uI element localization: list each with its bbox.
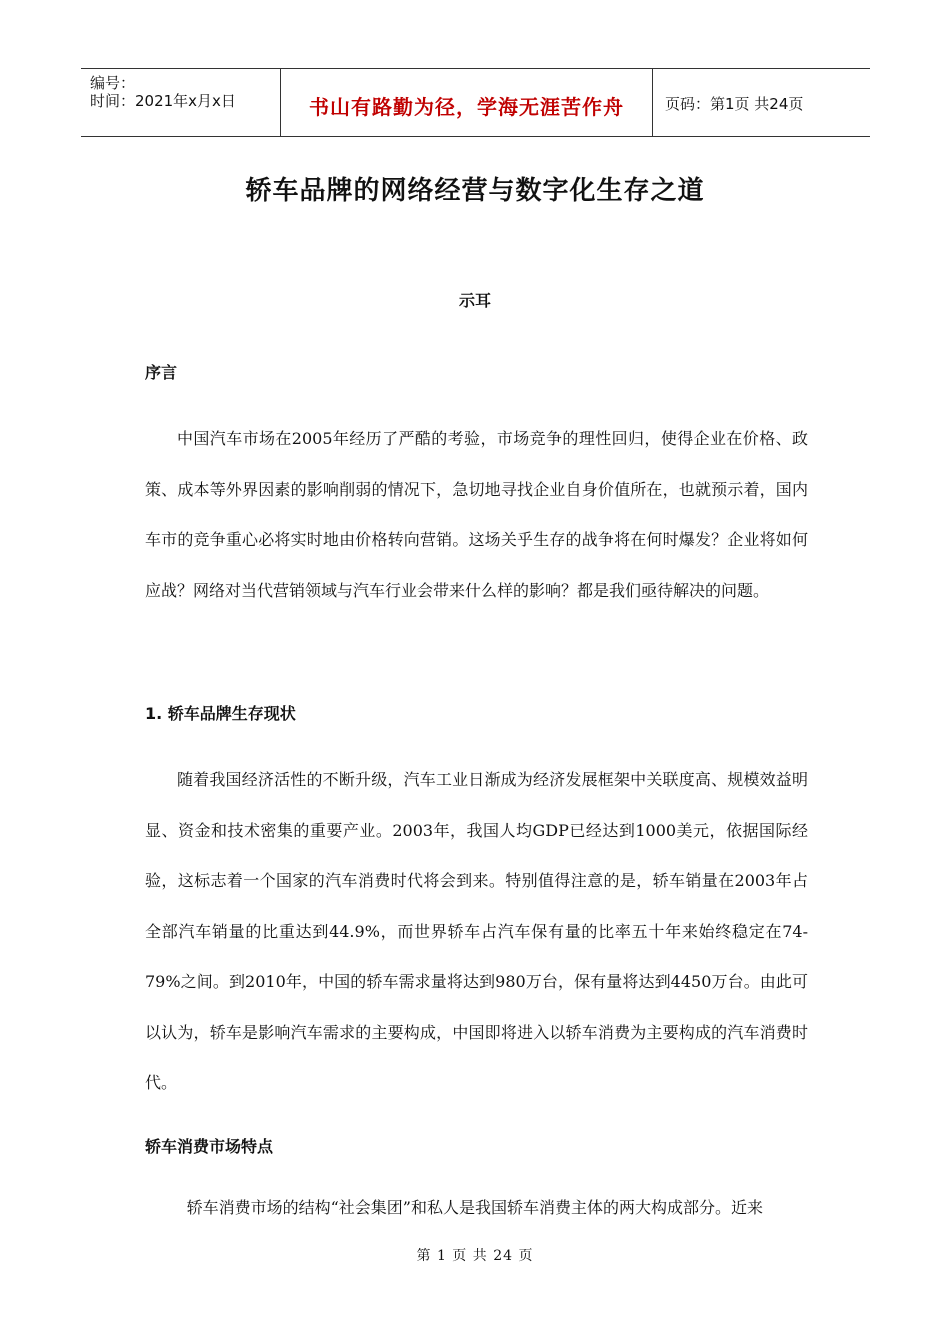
document-author: 示耳 — [458, 291, 491, 310]
section-heading-market: 轿车消费市场特点 — [145, 1137, 274, 1156]
document-number-label: 编号： — [90, 74, 136, 92]
document-date-label: 时间：2021年x月x日 — [90, 92, 236, 110]
section-heading-preface: 序言 — [145, 363, 178, 382]
header-page-cell — [653, 69, 870, 136]
header-meta-cell — [81, 69, 280, 136]
document-header — [81, 68, 870, 137]
document-title: 轿车品牌的网络经营与数字化生存之道 — [245, 176, 705, 206]
section-heading-status: 1. 轿车品牌生存现状 — [145, 704, 296, 723]
paragraph-market: 轿车消费市场的结构“社会集团”和私人是我国轿车消费主体的两大构成部分。近来 — [186, 1198, 763, 1217]
page-footer: 第 1 页 共 24 页 — [416, 1248, 534, 1264]
header-page-info: 页码：第1页 共24页 — [665, 95, 804, 113]
header-motto-cell — [280, 69, 653, 136]
paragraph-preface: 中国汽车市场在2005年经历了严酷的考验，市场竞争的理性回归，使得企业在价格、政策、成本等外界因素的影响削弱的情况下，急切地寻找企业自身价值所在，也就预示着，国内车市的竞争重心必将实时地由价格转向营销。这场关乎生存的战争将在何时爆发？企业将如何应战？网络对当代营销领域与汽车行业会带来什么样的影响？都是我们亟待解决的问题。 — [145, 429, 808, 600]
paragraph-status: 随着我国经济活性的不断升级，汽车工业日渐成为经济发展框架中关联度高、规模效益明显、资金和技术密集的重要产业。2003年，我国人均GDP已经达到1000美元，依据国际经验，这标志着一个国家的汽车消费时代将会到来。特别值得注意的是，轿车销量在2003年占全部汽车销量的比重达到44.9%，而世界轿车占汽车保有量的比率五十年来始终稳定在74-79%之间。到2010年，中国的轿车需求量将达到980万台，保有量将达到4450万台。由此可以认为，轿车是影响汽车需求的主要构成，中国即将进入以轿车消费为主要构成的汽车消费时代。 — [145, 770, 808, 1092]
header-motto: 书山有路勤为径，学海无涯苦作舟 — [309, 95, 624, 119]
